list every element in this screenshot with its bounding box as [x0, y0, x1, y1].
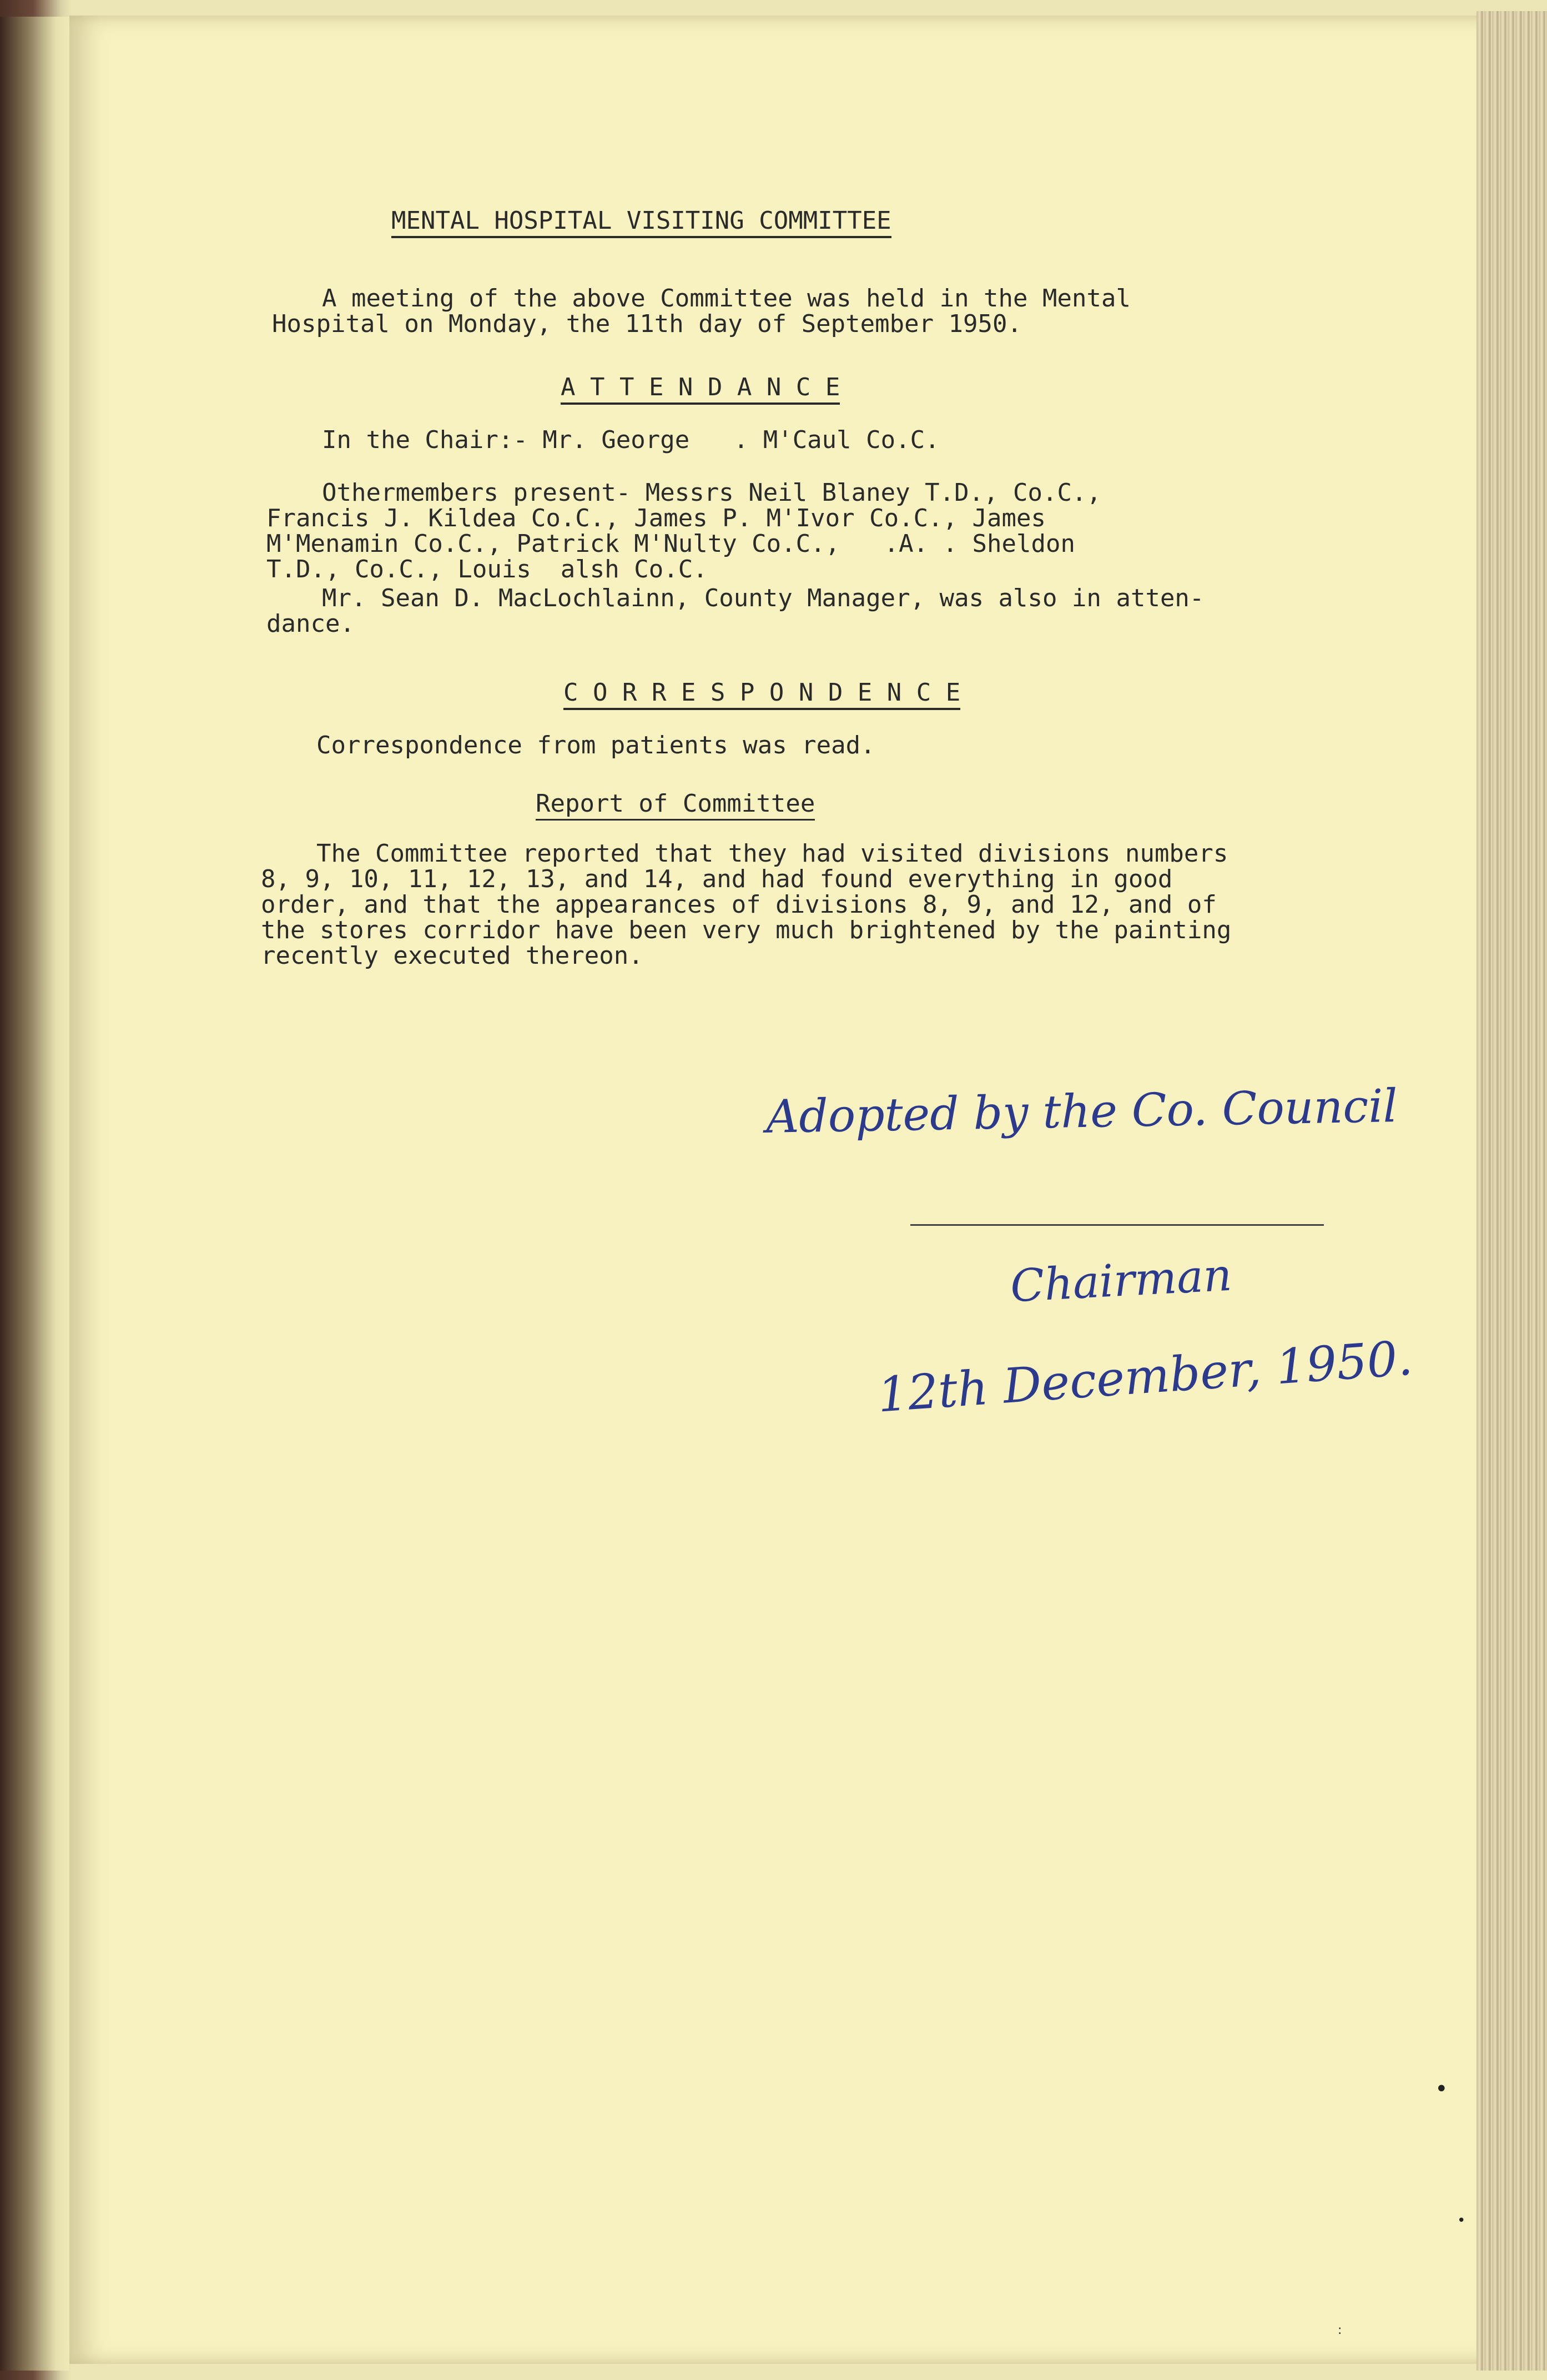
- members-line: Francis J. Kildea Co.C., James P. M'Ivor Co.C., James: [266, 504, 1046, 532]
- ink-mark: :: [1338, 2323, 1342, 2337]
- report-paragraph: [261, 841, 1231, 969]
- report-line: The Committee reported that they had visited divisions numbers: [316, 839, 1228, 868]
- report-line: order, and that the appearances of divisions 8, 9, and 12, and of: [261, 890, 1217, 919]
- report-line: recently executed thereon.: [261, 942, 643, 970]
- intro-line: A meeting of the above Committee was held in the Mental: [322, 284, 1131, 313]
- intro-line: Hospital on Monday, the 11th day of September 1950.: [272, 310, 1022, 338]
- document-title: MENTAL HOSPITAL VISITING COMMITTEE: [391, 207, 891, 238]
- manager-line: dance.: [266, 610, 355, 638]
- page-stack-edge: [1477, 11, 1547, 2371]
- members-line: T.D., Co.C., Louis alsh Co.C.: [266, 555, 708, 583]
- members-line: M'Menamin Co.C., Patrick M'Nulty Co.C., .A. . Sheldon: [266, 530, 1075, 558]
- report-line: the stores corridor have been very much brightened by the painting: [261, 916, 1232, 944]
- document-page: [69, 16, 1490, 2364]
- members-line: Othermembers present- Messrs Neil Blaney T.D., Co.C.,: [322, 479, 1101, 507]
- signature-line: [910, 1224, 1324, 1226]
- ink-mark: •: [1435, 2076, 1448, 2102]
- chair-line: In the Chair:- Mr. George . M'Caul Co.C.: [322, 426, 940, 454]
- handwritten-adopted-note: Adopted by the Co. Council: [765, 1080, 1398, 1144]
- report-heading: Report of Committee: [536, 789, 815, 821]
- members-paragraph: [266, 480, 1101, 582]
- handwritten-date: 12th December, 1950.: [875, 1330, 1414, 1423]
- correspondence-heading: C O R R E S P O N D E N C E: [563, 678, 960, 710]
- correspondence-text: Correspondence from patients was read.: [316, 731, 875, 759]
- left-page-edge: [0, 17, 69, 2371]
- manager-line: Mr. Sean D. MacLochlainn, County Manager, was also in atten-: [322, 584, 1205, 612]
- manager-paragraph: [266, 586, 1204, 637]
- attendance-heading: A T T E N D A N C E: [561, 373, 840, 405]
- report-line: 8, 9, 10, 11, 12, 13, and 14, and had found everything in good: [261, 865, 1173, 893]
- ink-mark: •: [1457, 2212, 1466, 2229]
- intro-paragraph: [272, 286, 1131, 337]
- handwritten-chairman: Chairman: [1009, 1249, 1233, 1312]
